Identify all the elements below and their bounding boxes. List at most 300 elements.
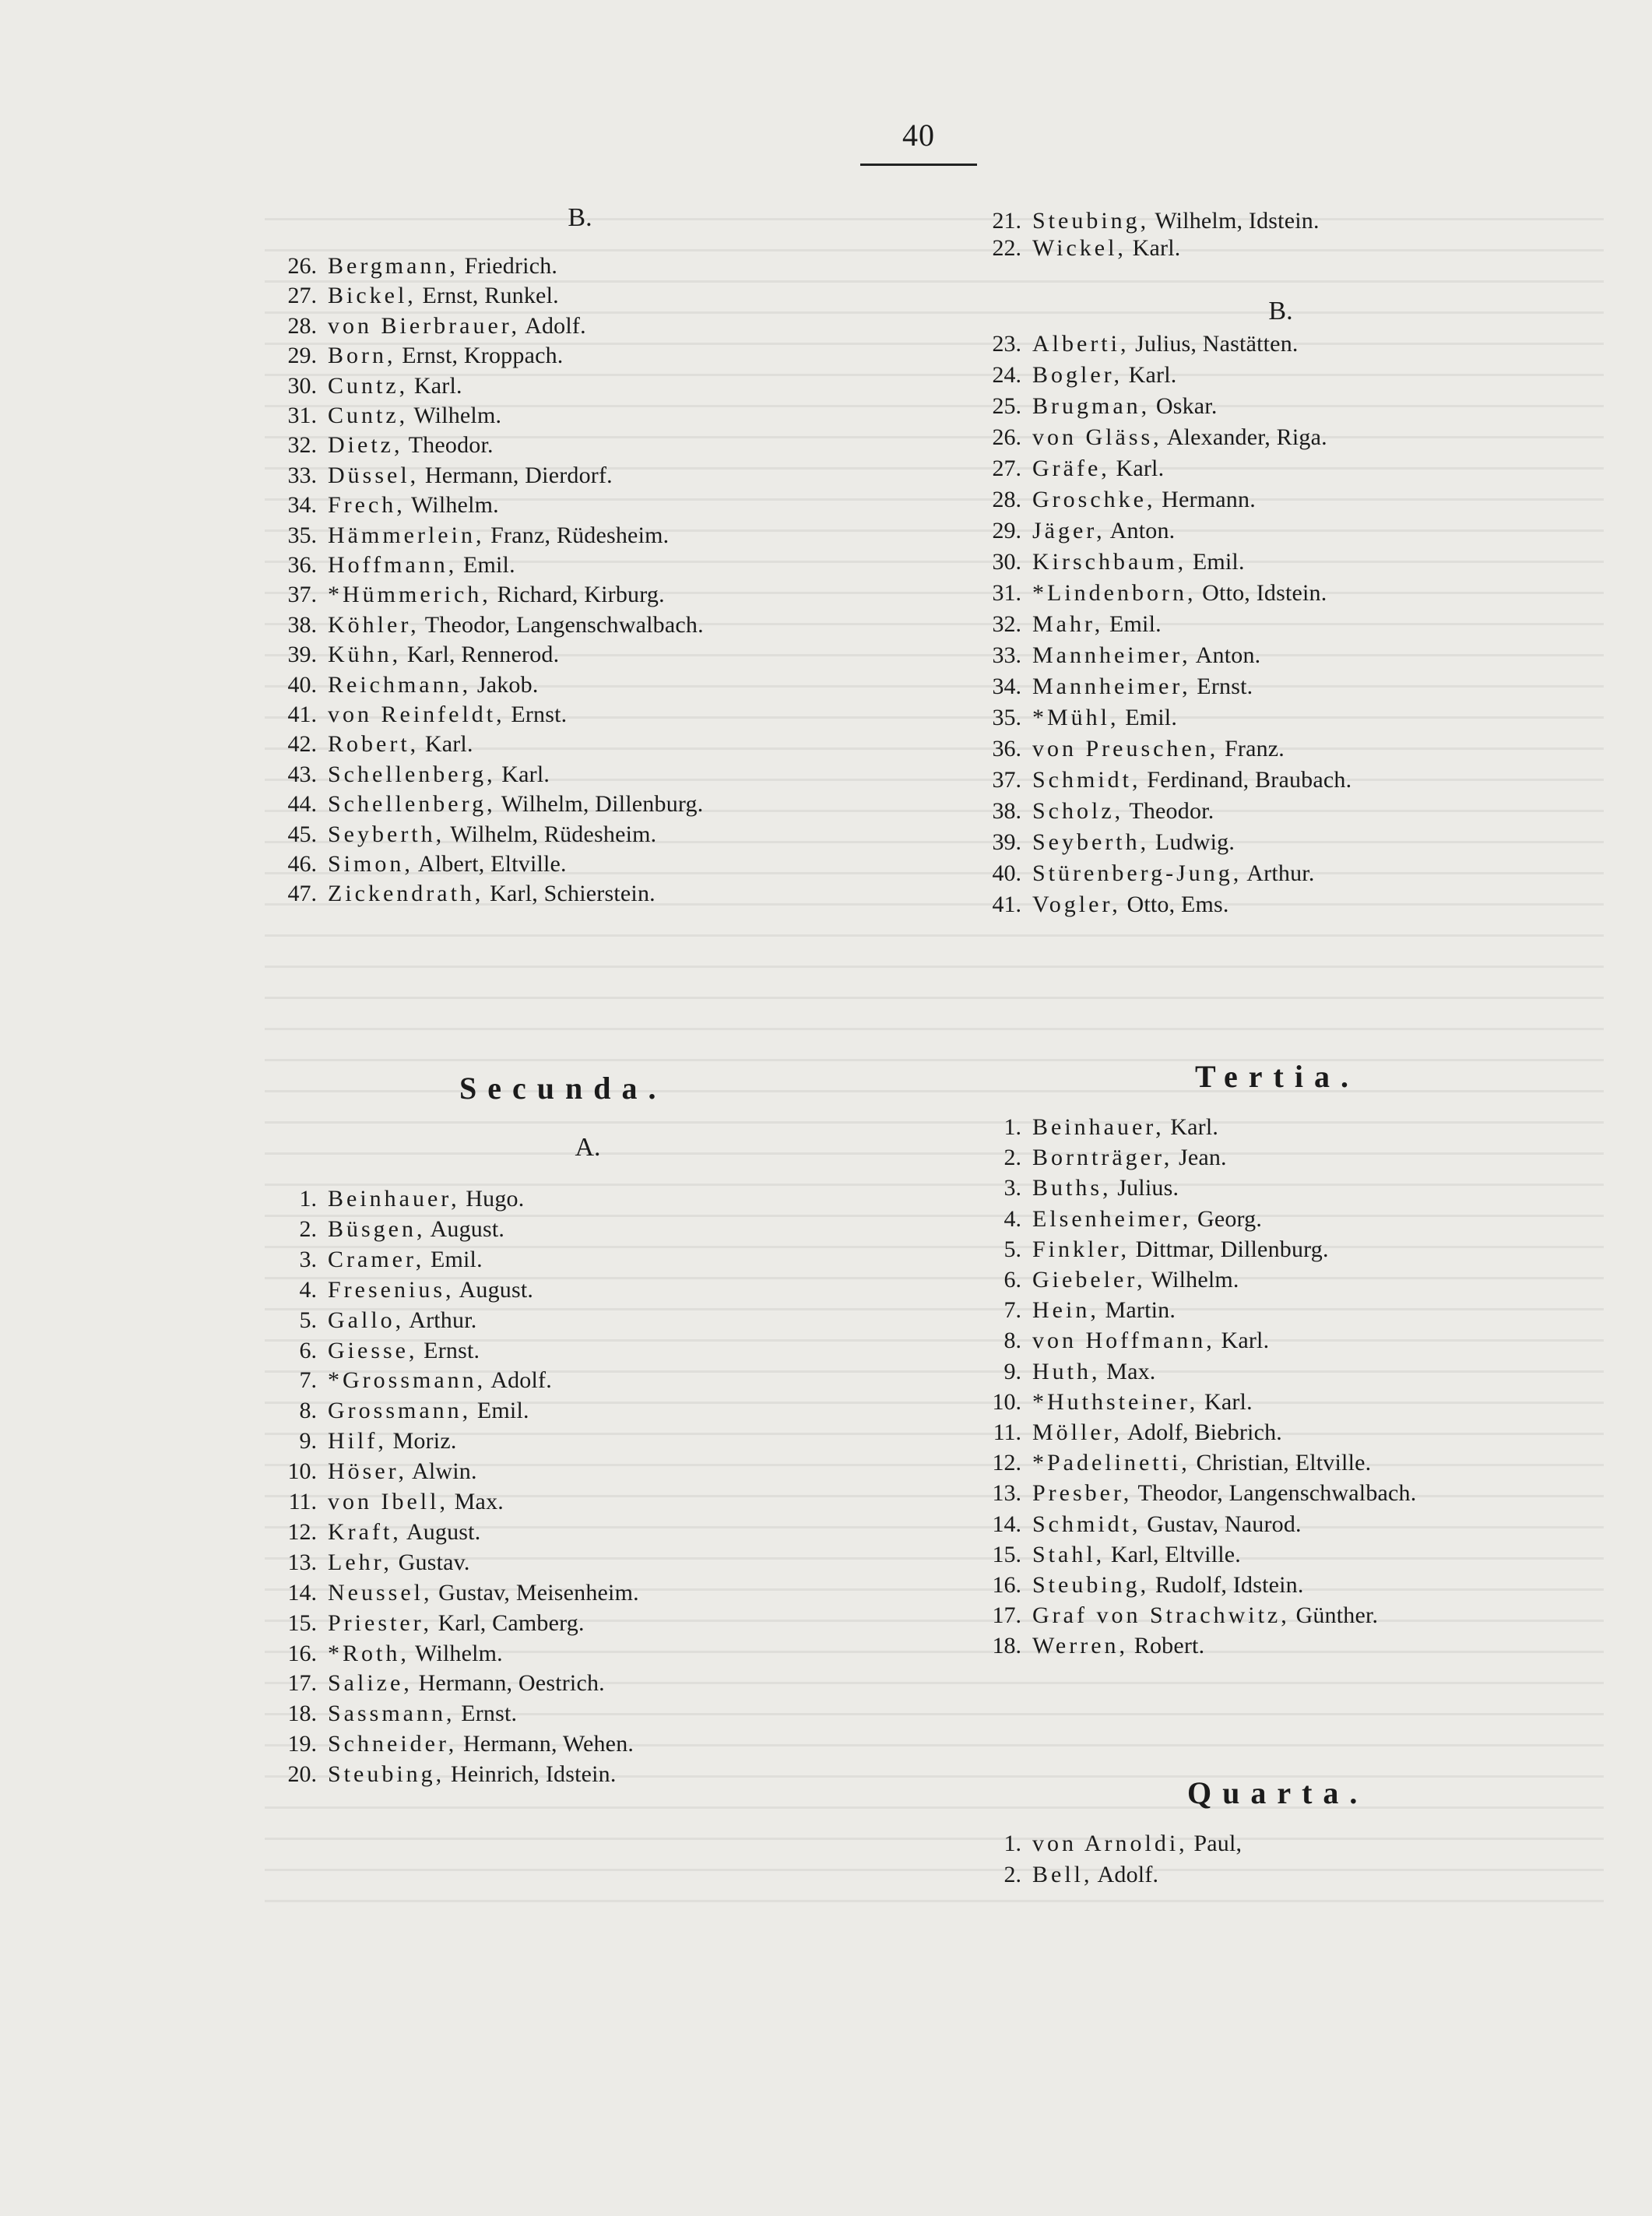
entry-surname: Bickel, <box>328 283 417 309</box>
entry-number: 3. <box>1004 1175 1021 1201</box>
list-item <box>965 1539 1241 1571</box>
entry-number: 23. <box>992 331 1021 357</box>
entry-surname: Möller, <box>1032 1419 1123 1445</box>
entry-details: Rudolf, Idstein. <box>1149 1572 1304 1598</box>
entry-details: Heinrich, Idstein. <box>445 1761 617 1788</box>
entry-details: Ernst. <box>504 702 568 727</box>
entry-details: Emil. <box>1119 705 1178 730</box>
entry-surname: Giebeler, <box>1032 1267 1146 1293</box>
entry-details: Karl. <box>1126 235 1181 261</box>
entry-surname: Büsgen, <box>328 1215 426 1242</box>
list-item <box>965 1204 1262 1235</box>
list-item <box>261 430 494 461</box>
entry-number: 32. <box>992 611 1021 637</box>
entry-number: 45. <box>287 821 317 847</box>
list-item <box>965 578 1327 609</box>
entry-details: Richard, Kirburg. <box>490 582 665 608</box>
entry-surname: *Mühl, <box>1032 705 1119 730</box>
entry-number: 19. <box>287 1731 317 1757</box>
entry-surname: Kraft, <box>328 1518 402 1545</box>
entry-number: 11. <box>993 1419 1021 1445</box>
entry-details: Hermann. <box>1155 487 1256 512</box>
entry-details: Emil. <box>1186 549 1245 575</box>
entry-surname: Elsenheimer, <box>1032 1205 1192 1232</box>
list-item <box>261 1729 634 1760</box>
entry-details: Friedrich. <box>458 253 558 279</box>
entry-surname: Scholz, <box>1032 798 1124 824</box>
entry-details: Max. <box>448 1489 504 1514</box>
list-item <box>261 699 567 730</box>
list-item <box>965 484 1256 515</box>
entry-surname: Schmidt, <box>1032 1511 1141 1537</box>
entry-details: Wilhelm, Dillenburg. <box>495 791 704 818</box>
entry-surname: von Bierbrauer, <box>328 312 521 339</box>
entry-details: Wilhelm. <box>409 1640 503 1666</box>
list-item <box>965 1859 1158 1891</box>
entry-surname: Robert, <box>328 731 420 758</box>
list-item <box>261 579 665 610</box>
entry-number: 26. <box>992 424 1021 450</box>
entry-surname: von Ibell, <box>328 1489 448 1514</box>
entry-details: Ernst, Kroppach. <box>395 343 564 369</box>
entry-number: 2. <box>1004 1862 1021 1887</box>
entry-details: Gustav. <box>392 1549 470 1575</box>
entry-surname: Lehr, <box>328 1549 392 1575</box>
entry-number: 5. <box>299 1307 317 1333</box>
entry-details: Emil. <box>471 1398 529 1424</box>
list-item <box>261 729 473 760</box>
list-item <box>261 371 462 402</box>
list-item <box>261 1365 552 1396</box>
entry-surname: Neussel, <box>328 1579 433 1606</box>
entry-surname: Brugman, <box>1032 393 1151 419</box>
entry-number: 2. <box>299 1215 317 1242</box>
entry-details: Ernst, Runkel. <box>416 283 559 309</box>
entry-number: 32. <box>287 432 317 459</box>
entry-details: Julius. <box>1111 1175 1179 1201</box>
entry-number: 8. <box>299 1398 317 1424</box>
list-item <box>261 1698 517 1729</box>
list-item <box>965 1387 1253 1418</box>
entry-number: 9. <box>299 1428 317 1454</box>
entry-details: Emil. <box>457 552 515 578</box>
entry-details: Günther. <box>1289 1602 1379 1629</box>
entry-number: 13. <box>992 1480 1021 1507</box>
entry-surname: Cuntz, <box>328 372 409 399</box>
entry-details: Karl. <box>495 761 550 787</box>
entry-number: 14. <box>992 1511 1021 1537</box>
entry-number: 44. <box>287 791 317 818</box>
entry-surname: Graf von Strachwitz, <box>1032 1602 1290 1629</box>
entry-number: 18. <box>287 1701 317 1727</box>
entry-details: Georg. <box>1191 1205 1263 1232</box>
entry-number: 4. <box>299 1276 317 1303</box>
entry-surname: Sassmann, <box>328 1701 455 1727</box>
entry-surname: Grossmann, <box>328 1398 472 1424</box>
entry-details: Theodor, Langenschwalbach. <box>419 611 704 638</box>
entry-details: Otto, Ems. <box>1120 892 1229 917</box>
entry-surname: von Arnoldi, <box>1032 1831 1188 1856</box>
entry-number: 25. <box>992 393 1021 419</box>
list-item <box>965 1509 1302 1540</box>
entry-details: Hermann, Dierdorf. <box>419 462 613 488</box>
list-item <box>261 1638 503 1669</box>
entry-surname: Bell, <box>1032 1862 1093 1887</box>
entry-number: 30. <box>992 549 1021 575</box>
entry-surname: Steubing, <box>1032 208 1150 234</box>
entry-number: 40. <box>287 671 317 698</box>
list-item <box>261 520 669 551</box>
list-item <box>261 1517 480 1548</box>
entry-number: 27. <box>992 456 1021 481</box>
entry-number: 29. <box>992 518 1021 543</box>
entry-details: Ernst. <box>455 1701 518 1727</box>
entry-details: Franz. <box>1218 736 1285 762</box>
entry-surname: Cuntz, <box>328 403 409 428</box>
entry-surname: von Gläss, <box>1032 424 1162 450</box>
list-item <box>965 1234 1329 1265</box>
entry-details: Ernst. <box>417 1337 480 1363</box>
entry-details: Karl, Rennerod. <box>401 642 560 668</box>
list-item <box>965 733 1285 765</box>
entry-surname: Cramer, <box>328 1246 425 1272</box>
list-item <box>965 1295 1176 1326</box>
entry-number: 18. <box>992 1633 1021 1659</box>
entry-surname: *Lindenborn, <box>1032 580 1197 606</box>
list-item <box>261 490 499 521</box>
list-item <box>965 360 1176 391</box>
entry-number: 39. <box>992 829 1021 855</box>
entry-surname: *Grossmann, <box>328 1367 487 1394</box>
entry-surname: Kühn, <box>328 642 402 668</box>
list-item <box>965 765 1351 796</box>
entry-surname: Beinhauer, <box>328 1186 460 1212</box>
list-item <box>965 547 1245 578</box>
entry-number: 13. <box>287 1549 317 1575</box>
list-item <box>965 1478 1416 1509</box>
list-item <box>261 1456 477 1487</box>
entry-details: Otto, Idstein. <box>1196 580 1327 606</box>
entry-details: Karl. <box>1122 362 1177 388</box>
entry-surname: Buths, <box>1032 1175 1112 1201</box>
entry-details: Emil. <box>1103 611 1162 637</box>
entry-number: 9. <box>1004 1358 1021 1384</box>
entry-details: Theodor. <box>1123 798 1214 824</box>
entry-details: Jean. <box>1172 1145 1227 1171</box>
entry-number: 3. <box>299 1246 317 1272</box>
entry-number: 42. <box>287 731 317 758</box>
entry-details: Robert. <box>1128 1633 1205 1659</box>
entry-details: Franz, Rüdesheim. <box>484 522 670 548</box>
entry-number: 35. <box>992 705 1021 730</box>
entry-number: 46. <box>287 851 317 877</box>
entry-details: Karl. <box>1198 1388 1253 1415</box>
entry-surname: von Hoffmann, <box>1032 1328 1215 1354</box>
entry-number: 20. <box>287 1761 317 1788</box>
list-item <box>261 400 501 431</box>
entry-number: 12. <box>992 1450 1021 1476</box>
list-item <box>261 639 559 670</box>
list-item <box>261 1244 483 1275</box>
entry-surname: Schellenberg, <box>328 791 496 818</box>
entry-surname: Born, <box>328 343 396 369</box>
list-item <box>261 280 559 311</box>
entry-number: 39. <box>287 642 317 668</box>
list-item <box>965 515 1175 547</box>
list-item <box>965 206 1320 237</box>
entry-surname: von Preuschen, <box>1032 736 1219 762</box>
entry-surname: Bergmann, <box>328 253 459 279</box>
entry-number: 7. <box>299 1367 317 1394</box>
list-item <box>261 1305 476 1336</box>
entry-number: 28. <box>287 312 317 339</box>
section-heading-secunda: Secunda. <box>459 1071 667 1106</box>
entry-details: Adolf, Biebrich. <box>1122 1419 1282 1445</box>
entry-number: 1. <box>1004 1114 1021 1140</box>
entry-surname: Alberti, <box>1032 331 1130 357</box>
entry-number: 2. <box>1004 1145 1021 1171</box>
entry-surname: Schellenberg, <box>328 761 496 787</box>
list-item <box>261 1608 585 1639</box>
entry-number: 5. <box>1004 1236 1021 1262</box>
entry-number: 8. <box>1004 1328 1021 1354</box>
section-heading-b-left: B. <box>568 203 592 232</box>
entry-surname: Hilf, <box>328 1428 387 1454</box>
entry-surname: Düssel, <box>328 462 420 488</box>
list-item <box>965 889 1229 920</box>
entry-details: August. <box>425 1215 505 1242</box>
list-item <box>965 1630 1204 1662</box>
entry-number: 26. <box>287 253 317 279</box>
section-heading-tertia: Tertia. <box>1195 1059 1359 1094</box>
list-item <box>965 391 1218 422</box>
entry-number: 37. <box>287 582 317 608</box>
list-item <box>965 1417 1282 1448</box>
list-item <box>965 1142 1227 1173</box>
list-item <box>965 1828 1242 1859</box>
entry-details: Wilhelm. <box>405 492 499 519</box>
entry-number: 34. <box>992 674 1021 699</box>
entry-surname: Gräfe, <box>1032 456 1110 481</box>
entry-number: 21. <box>992 208 1021 234</box>
entry-details: Karl, Camberg. <box>431 1609 585 1636</box>
entry-surname: Seyberth, <box>1032 829 1150 855</box>
entry-number: 7. <box>1004 1297 1021 1324</box>
list-item <box>965 1570 1304 1601</box>
entry-surname: Gallo, <box>328 1307 405 1333</box>
entry-number: 12. <box>287 1518 317 1545</box>
entry-number: 15. <box>287 1609 317 1636</box>
entry-surname: Mannheimer, <box>1032 642 1191 668</box>
entry-surname: Finkler, <box>1032 1236 1130 1262</box>
entry-surname: Hoffmann, <box>328 552 458 578</box>
section-heading-a: A. <box>575 1133 601 1162</box>
entry-number: 43. <box>287 761 317 787</box>
list-item <box>261 849 567 880</box>
entry-surname: Giesse, <box>328 1337 418 1363</box>
entry-details: Karl. <box>1109 456 1165 481</box>
entry-details: Max. <box>1100 1358 1156 1384</box>
entry-number: 6. <box>299 1337 317 1363</box>
list-item <box>261 311 586 342</box>
entry-number: 27. <box>287 283 317 309</box>
list-item <box>261 819 656 850</box>
entry-details: Karl. <box>419 731 473 758</box>
entry-surname: Schneider, <box>328 1731 458 1757</box>
entry-surname: Priester, <box>328 1609 432 1636</box>
entry-surname: Steubing, <box>1032 1572 1150 1598</box>
entry-number: 11. <box>288 1489 317 1514</box>
entry-number: 33. <box>287 462 317 488</box>
section-heading-quarta: Quarta. <box>1187 1775 1369 1810</box>
list-item <box>965 233 1180 264</box>
entry-details: Theodor, Langenschwalbach. <box>1132 1480 1417 1507</box>
entry-surname: Reichmann, <box>328 671 472 698</box>
entry-details: Karl, Eltville. <box>1105 1541 1241 1567</box>
entry-details: Oskar. <box>1150 393 1218 419</box>
entry-number: 37. <box>992 767 1021 793</box>
entry-number: 41. <box>287 702 317 727</box>
entry-surname: Zickendrath, <box>328 881 484 907</box>
entry-number: 29. <box>287 343 317 369</box>
entry-surname: Kirschbaum, <box>1032 549 1187 575</box>
entry-details: Ludwig. <box>1149 829 1235 855</box>
entry-surname: Frech, <box>328 492 406 519</box>
list-item <box>261 1395 529 1426</box>
entry-number: 1. <box>1004 1831 1021 1856</box>
list-item <box>261 1578 639 1609</box>
entry-details: Alexander, Riga. <box>1162 424 1327 450</box>
page-number: 40 <box>902 118 935 153</box>
entry-details: Arthur. <box>404 1307 477 1333</box>
list-item <box>261 1547 470 1578</box>
entry-details: Karl, Schierstein. <box>483 881 656 907</box>
entry-number: 40. <box>992 860 1021 886</box>
entry-surname: Werren, <box>1032 1633 1129 1659</box>
list-item <box>965 1173 1179 1204</box>
list-item <box>965 329 1299 360</box>
entry-details: Theodor. <box>402 432 494 459</box>
list-item <box>965 827 1235 858</box>
entry-details: Wilhelm, Rüdesheim. <box>445 821 657 847</box>
entry-surname: Schmidt, <box>1032 767 1141 793</box>
entry-surname: Bornträger, <box>1032 1145 1173 1171</box>
entry-details: Gustav, Naurod. <box>1141 1511 1302 1537</box>
entry-number: 16. <box>287 1640 317 1666</box>
entry-surname: Dietz, <box>328 432 403 459</box>
list-item <box>261 789 703 820</box>
entry-details: Wilhelm, Idstein. <box>1149 208 1320 234</box>
list-item <box>261 460 613 491</box>
entry-details: Karl. <box>408 372 462 399</box>
entry-surname: Mahr, <box>1032 611 1104 637</box>
entry-surname: Jäger, <box>1032 518 1105 543</box>
entry-details: Hermann, Wehen. <box>457 1731 634 1757</box>
entry-details: Anton. <box>1190 642 1261 668</box>
list-item <box>965 422 1327 453</box>
entry-number: 10. <box>287 1458 317 1485</box>
entry-surname: Steubing, <box>328 1761 445 1788</box>
entry-number: 22. <box>992 235 1021 261</box>
entry-surname: Huth, <box>1032 1358 1101 1384</box>
entry-number: 34. <box>287 492 317 519</box>
entry-number: 38. <box>992 798 1021 824</box>
entry-surname: Höser, <box>328 1458 407 1485</box>
entry-number: 14. <box>287 1579 317 1606</box>
entry-number: 38. <box>287 611 317 638</box>
entry-details: August. <box>454 1276 534 1303</box>
list-item <box>261 1426 457 1457</box>
list-item <box>261 1275 533 1306</box>
entry-details: Albert, Eltville. <box>413 851 567 877</box>
entry-surname: Salize, <box>328 1670 413 1697</box>
entry-number: 30. <box>287 372 317 399</box>
entry-details: Jakob. <box>471 671 539 698</box>
list-item <box>965 1265 1239 1296</box>
entry-surname: Fresenius, <box>328 1276 455 1303</box>
entry-surname: Hämmerlein, <box>328 522 485 548</box>
list-item <box>261 340 564 371</box>
entry-surname: *Padelinetti, <box>1032 1450 1190 1476</box>
list-item <box>261 878 656 909</box>
entry-details: Karl. <box>1214 1328 1270 1354</box>
list-item <box>965 1112 1218 1143</box>
entry-number: 31. <box>992 580 1021 606</box>
entry-number: 36. <box>992 736 1021 762</box>
list-item <box>965 796 1214 827</box>
entry-details: Dittmar, Dillenburg. <box>1129 1236 1329 1262</box>
entry-surname: von Reinfeldt, <box>328 702 505 727</box>
list-item <box>965 453 1164 484</box>
entry-details: Wilhelm. <box>408 403 502 428</box>
entry-details: Julius, Nastätten. <box>1129 331 1299 357</box>
entry-details: Anton. <box>1105 518 1176 543</box>
entry-surname: Presber, <box>1032 1480 1133 1507</box>
entry-number: 17. <box>992 1602 1021 1629</box>
entry-surname: Groschke, <box>1032 487 1156 512</box>
page-number-rule <box>860 164 977 166</box>
list-item <box>261 550 515 581</box>
entry-number: 6. <box>1004 1267 1021 1293</box>
list-item <box>261 610 704 641</box>
list-item <box>261 1335 480 1367</box>
list-item <box>965 858 1315 889</box>
list-item <box>261 1759 617 1790</box>
entry-number: 4. <box>1004 1205 1021 1232</box>
list-item <box>261 1668 605 1699</box>
entry-surname: Vogler, <box>1032 892 1121 917</box>
list-item <box>261 251 557 282</box>
entry-number: 24. <box>992 362 1021 388</box>
entry-details: Paul, <box>1187 1831 1243 1856</box>
entry-number: 17. <box>287 1670 317 1697</box>
list-item <box>965 640 1260 671</box>
list-item <box>965 1356 1156 1388</box>
list-item <box>965 671 1253 702</box>
entry-number: 15. <box>992 1541 1021 1567</box>
list-item <box>261 1486 504 1518</box>
entry-surname: *Roth, <box>328 1640 409 1666</box>
entry-details: Martin. <box>1098 1297 1176 1324</box>
list-item <box>965 1325 1269 1356</box>
entry-details: Ferdinand, Braubach. <box>1141 767 1352 793</box>
entry-surname: Bogler, <box>1032 362 1123 388</box>
entry-number: 31. <box>287 403 317 428</box>
entry-details: Hermann, Oestrich. <box>412 1670 605 1697</box>
list-item <box>965 1600 1378 1631</box>
entry-number: 33. <box>992 642 1021 668</box>
entry-surname: Seyberth, <box>328 821 445 847</box>
